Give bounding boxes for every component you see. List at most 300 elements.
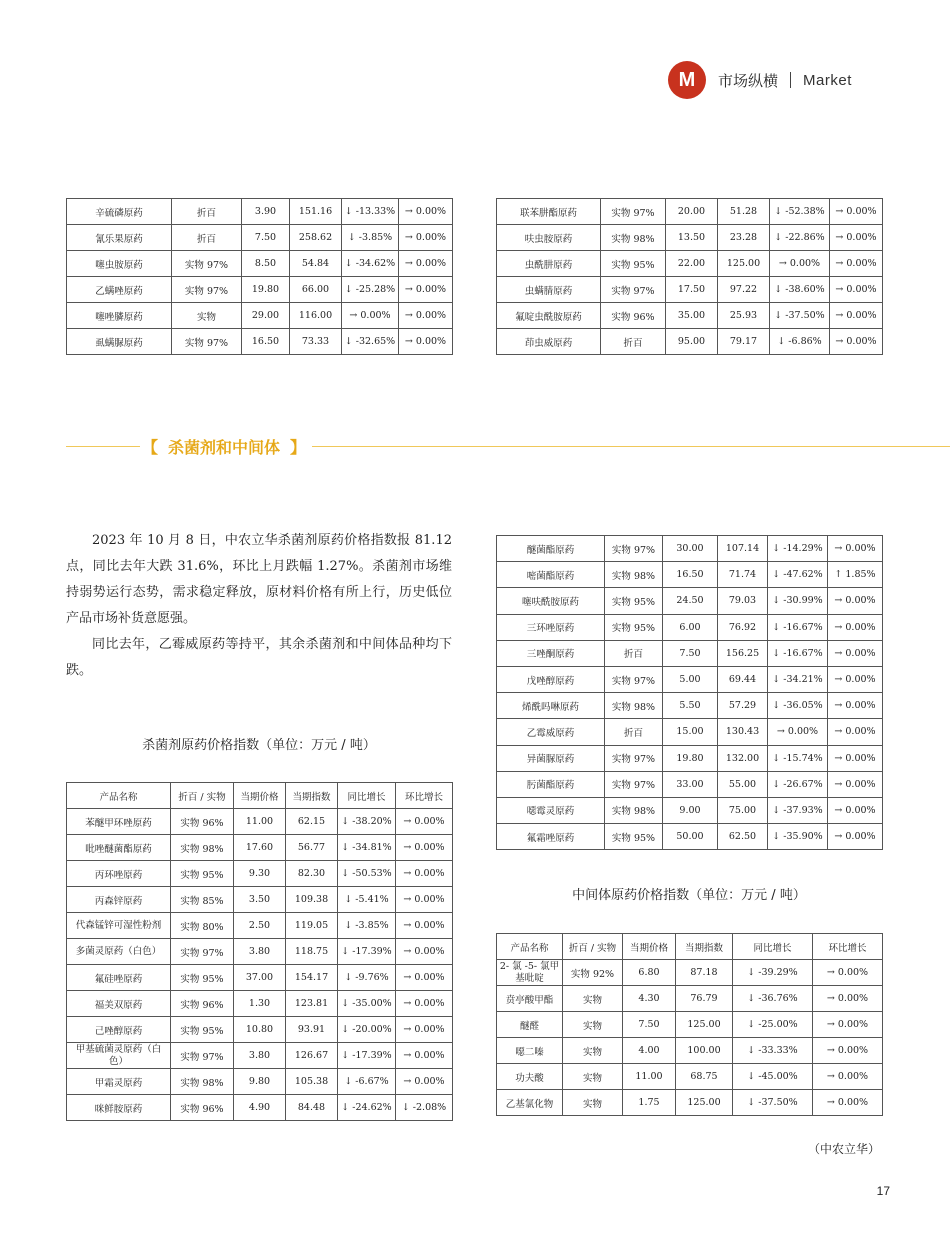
table-cell: ↓ -16.67% <box>768 640 828 666</box>
table-cell: 116.00 <box>290 303 342 329</box>
table-cell: 22.00 <box>666 251 718 277</box>
table-row <box>497 693 883 719</box>
section-bracket-close: 】 <box>290 437 307 457</box>
table-cell: 1.30 <box>234 991 286 1017</box>
table-cell: 1.75 <box>623 1090 676 1116</box>
table-cell: 5.50 <box>663 693 718 719</box>
table-cell: → 0.00% <box>396 1017 453 1043</box>
product-name-cell: 噁霉灵原药 <box>497 797 605 823</box>
table-row <box>67 1017 453 1043</box>
table-cell: 17.50 <box>666 277 718 303</box>
table-cell: ↓ -34.81% <box>338 835 396 861</box>
table-cell: ↓ -34.21% <box>768 666 828 692</box>
insecticide-table-continued-right <box>496 198 883 355</box>
column-header: 当期指数 <box>286 783 338 809</box>
table-cell: 119.05 <box>286 913 338 939</box>
product-name-cell: 乙基氯化物 <box>497 1090 563 1116</box>
product-name-cell: 乙霉威原药 <box>497 719 605 745</box>
table-row <box>497 562 883 588</box>
column-header: 当期价格 <box>623 934 676 960</box>
table-cell: ↓ -38.60% <box>770 277 830 303</box>
table-cell: → 0.00% <box>813 986 883 1012</box>
table-cell: → 0.00% <box>830 329 883 355</box>
paragraph-2: 同比去年，乙霉威原药等持平，其余杀菌剂和中间体品种均下跌。 <box>66 637 452 678</box>
product-name-cell: 噁二嗪 <box>497 1038 563 1064</box>
table-cell: 实物 96% <box>171 809 234 835</box>
table-cell: ↓ -33.33% <box>733 1038 813 1064</box>
table-cell: 实物 <box>563 1012 623 1038</box>
table-cell: ↓ -39.29% <box>733 960 813 986</box>
table-cell: → 0.00% <box>342 303 399 329</box>
table-row <box>67 329 453 355</box>
table-cell: 19.80 <box>242 277 290 303</box>
table-cell: 实物 97% <box>171 1043 234 1069</box>
product-name-cell: 烯酰吗啉原药 <box>497 693 605 719</box>
table-row <box>497 251 883 277</box>
table-cell: → 0.00% <box>830 277 883 303</box>
table-cell: 实物 97% <box>172 251 242 277</box>
table-cell: → 0.00% <box>828 536 883 562</box>
table-cell: ↓ -3.85% <box>338 913 396 939</box>
table-row <box>67 913 453 939</box>
table-cell: 5.00 <box>663 666 718 692</box>
table-row <box>67 277 453 303</box>
table-cell: 9.00 <box>663 797 718 823</box>
table-cell: ↓ -20.00% <box>338 1017 396 1043</box>
table-cell: 8.50 <box>242 251 290 277</box>
table-cell: ↓ -17.39% <box>338 1043 396 1069</box>
table-cell: 4.30 <box>623 986 676 1012</box>
table-row <box>497 303 883 329</box>
table-cell: 7.50 <box>663 640 718 666</box>
table-cell: 105.38 <box>286 1069 338 1095</box>
product-name-cell: 异菌脲原药 <box>497 745 605 771</box>
table-cell: 25.93 <box>718 303 770 329</box>
page-header <box>668 60 852 100</box>
fungicide-table-caption: 杀菌剂原药价格指数（单位：万元 / 吨） <box>142 738 376 753</box>
table-cell: ↓ -36.05% <box>768 693 828 719</box>
table-row <box>497 1064 883 1090</box>
table-cell: 实物 98% <box>171 1069 234 1095</box>
table-cell: 实物 80% <box>171 913 234 939</box>
table-cell: → 0.00% <box>396 887 453 913</box>
table-cell: 15.00 <box>663 719 718 745</box>
table-row <box>67 861 453 887</box>
product-name-cell: 苯醚甲环唑原药 <box>67 809 171 835</box>
table-cell: → 0.00% <box>396 1043 453 1069</box>
section-title-text: 杀菌剂和中间体 <box>168 437 281 457</box>
table-cell: 125.00 <box>718 251 770 277</box>
table-cell: ↓ -2.08% <box>396 1095 453 1121</box>
product-name-cell: 三环唑原药 <box>497 614 605 640</box>
table-cell: ↓ -37.50% <box>733 1090 813 1116</box>
table-cell: → 0.00% <box>813 1090 883 1116</box>
table-cell: 75.00 <box>718 797 768 823</box>
product-name-cell: 氰乐果原药 <box>67 225 172 251</box>
table-row <box>67 965 453 991</box>
table-cell: → 0.00% <box>399 225 453 251</box>
table-row <box>497 329 883 355</box>
table-cell: → 0.00% <box>396 1069 453 1095</box>
table-cell: 107.14 <box>718 536 768 562</box>
table-cell: 130.43 <box>718 719 768 745</box>
table-cell: 实物 <box>172 303 242 329</box>
table-cell: 125.00 <box>676 1012 733 1038</box>
table-row <box>497 277 883 303</box>
product-name-cell: 功夫酸 <box>497 1064 563 1090</box>
table-cell: 4.90 <box>234 1095 286 1121</box>
table-cell: 33.00 <box>663 771 718 797</box>
table-cell: 实物 95% <box>171 861 234 887</box>
table-row <box>67 991 453 1017</box>
table-cell: 56.77 <box>286 835 338 861</box>
table-cell: 实物 95% <box>601 251 666 277</box>
table-cell: → 0.00% <box>830 303 883 329</box>
table-cell: 79.17 <box>718 329 770 355</box>
table-cell: → 0.00% <box>813 1064 883 1090</box>
table-cell: ↓ -13.33% <box>342 199 399 225</box>
table-cell: ↓ -35.90% <box>768 824 828 850</box>
table-cell: 125.00 <box>676 1090 733 1116</box>
table-cell: ↓ -6.86% <box>770 329 830 355</box>
table-cell: 实物 98% <box>605 562 663 588</box>
table-row <box>497 797 883 823</box>
column-header: 产品名称 <box>67 783 171 809</box>
table-cell: ↓ -25.28% <box>342 277 399 303</box>
table-cell: 123.81 <box>286 991 338 1017</box>
product-name-cell: 噻虫胺原药 <box>67 251 172 277</box>
table-cell: ↓ -5.41% <box>338 887 396 913</box>
table-cell: 10.80 <box>234 1017 286 1043</box>
table-cell: 实物 98% <box>605 797 663 823</box>
table-cell: 156.25 <box>718 640 768 666</box>
column-header: 同比增长 <box>733 934 813 960</box>
table-cell: 118.75 <box>286 939 338 965</box>
table-cell: 20.00 <box>666 199 718 225</box>
insecticide-table-continued-left <box>66 198 453 355</box>
table-cell: → 0.00% <box>399 277 453 303</box>
page-number: 17 <box>876 1184 890 1198</box>
table-cell: → 0.00% <box>828 719 883 745</box>
product-name-cell: 茚虫威原药 <box>497 329 601 355</box>
table-cell: ↓ -35.00% <box>338 991 396 1017</box>
table-cell: 折百 <box>605 640 663 666</box>
table-cell: 实物 97% <box>601 277 666 303</box>
table-cell: 实物 95% <box>605 614 663 640</box>
table-cell: ↓ -17.39% <box>338 939 396 965</box>
section-heading <box>140 434 308 458</box>
product-name-cell: 戊唑醇原药 <box>497 666 605 692</box>
table-cell: 57.29 <box>718 693 768 719</box>
column-header: 折百 / 实物 <box>563 934 623 960</box>
product-name-cell: 丙环唑原药 <box>67 861 171 887</box>
table-cell: 62.50 <box>718 824 768 850</box>
table-cell: 82.30 <box>286 861 338 887</box>
table-cell: 6.00 <box>663 614 718 640</box>
section-divider-line-left <box>66 446 146 447</box>
product-name-cell: 醚醛 <box>497 1012 563 1038</box>
table-row <box>497 614 883 640</box>
table-cell: 73.33 <box>290 329 342 355</box>
table-row <box>497 771 883 797</box>
table-cell: 实物 95% <box>605 824 663 850</box>
table-cell: 95.00 <box>666 329 718 355</box>
table-cell: 实物 97% <box>605 666 663 692</box>
table-cell: ↓ -9.76% <box>338 965 396 991</box>
table-cell: 实物 95% <box>171 965 234 991</box>
product-name-cell: 噻呋酰胺原药 <box>497 588 605 614</box>
table-cell: 93.91 <box>286 1017 338 1043</box>
column-header: 同比增长 <box>338 783 396 809</box>
table-cell: 50.00 <box>663 824 718 850</box>
table-cell: ↓ -14.29% <box>768 536 828 562</box>
product-name-cell: 虫螨腈原药 <box>497 277 601 303</box>
table-cell: 51.28 <box>718 199 770 225</box>
table-row <box>497 1012 883 1038</box>
product-name-cell: 贲亭酸甲酯 <box>497 986 563 1012</box>
table-cell: 71.74 <box>718 562 768 588</box>
table-cell: 实物 <box>563 986 623 1012</box>
source-attribution: （中农立华） <box>807 1142 880 1156</box>
table-cell: → 0.00% <box>828 588 883 614</box>
product-name-cell: 福美双原药 <box>67 991 171 1017</box>
table-cell: → 0.00% <box>396 939 453 965</box>
table-cell: ↓ -37.50% <box>770 303 830 329</box>
table-cell: → 0.00% <box>828 693 883 719</box>
table-cell: 151.16 <box>290 199 342 225</box>
table-row <box>67 199 453 225</box>
product-name-cell: 咪鲜胺原药 <box>67 1095 171 1121</box>
product-name-cell: 三唑酮原药 <box>497 640 605 666</box>
section-bracket-open: 【 <box>142 437 159 457</box>
table-cell: 实物 97% <box>605 745 663 771</box>
product-name-cell: 呋虫胺原药 <box>497 225 601 251</box>
product-name-cell: 辛硫磷原药 <box>67 199 172 225</box>
table-cell: → 0.00% <box>396 913 453 939</box>
table-cell: → 0.00% <box>828 666 883 692</box>
table-cell: 68.75 <box>676 1064 733 1090</box>
table-cell: 13.50 <box>666 225 718 251</box>
table-cell: → 0.00% <box>396 965 453 991</box>
table-cell: 7.50 <box>623 1012 676 1038</box>
table-cell: 154.17 <box>286 965 338 991</box>
table-cell: 55.00 <box>718 771 768 797</box>
table-cell: ↑ 1.85% <box>828 562 883 588</box>
product-name-cell: 代森锰锌可湿性粉剂 <box>67 913 171 939</box>
table-row <box>497 824 883 850</box>
product-name-cell: 甲基硫菌灵原药（白色） <box>67 1043 171 1069</box>
product-name-cell: 吡唑醚菌酯原药 <box>67 835 171 861</box>
product-name-cell: 丙森锌原药 <box>67 887 171 913</box>
intermediate-table-caption: 中间体原药价格指数（单位：万元 / 吨） <box>572 888 806 903</box>
table-row <box>67 1069 453 1095</box>
table-cell: ↓ -38.20% <box>338 809 396 835</box>
logo-badge: M <box>668 61 706 99</box>
table-cell: → 0.00% <box>813 960 883 986</box>
table-cell: 24.50 <box>663 588 718 614</box>
table-cell: 9.30 <box>234 861 286 887</box>
table-cell: 实物 96% <box>601 303 666 329</box>
column-title-en: Market <box>803 71 852 89</box>
table-cell: ↓ -45.00% <box>733 1064 813 1090</box>
column-header: 产品名称 <box>497 934 563 960</box>
table-cell: 实物 98% <box>605 693 663 719</box>
table-cell: → 0.00% <box>399 329 453 355</box>
table-cell: 132.00 <box>718 745 768 771</box>
table-row <box>497 225 883 251</box>
table-cell: 3.90 <box>242 199 290 225</box>
product-name-cell: 噻唑膦原药 <box>67 303 172 329</box>
product-name-cell: 乙螨唑原药 <box>67 277 172 303</box>
table-cell: ↓ -52.38% <box>770 199 830 225</box>
product-name-cell: 虫酰肼原药 <box>497 251 601 277</box>
table-cell: → 0.00% <box>813 1012 883 1038</box>
table-cell: 54.84 <box>290 251 342 277</box>
product-name-cell: 氟硅唑原药 <box>67 965 171 991</box>
table-cell: 实物 97% <box>601 199 666 225</box>
table-cell: → 0.00% <box>770 251 830 277</box>
header-divider <box>790 72 791 88</box>
table-cell: 23.28 <box>718 225 770 251</box>
table-cell: 实物 97% <box>171 939 234 965</box>
table-header-row <box>67 783 453 809</box>
table-cell: 76.79 <box>676 986 733 1012</box>
table-row <box>497 199 883 225</box>
column-header: 当期指数 <box>676 934 733 960</box>
table-cell: 实物 85% <box>171 887 234 913</box>
table-cell: → 0.00% <box>828 640 883 666</box>
section-divider-line-right <box>312 446 950 447</box>
table-cell: ↓ -3.85% <box>342 225 399 251</box>
table-cell: 实物 <box>563 1038 623 1064</box>
product-name-cell: 氟霜唑原药 <box>497 824 605 850</box>
table-row <box>497 536 883 562</box>
table-cell: → 0.00% <box>399 199 453 225</box>
product-name-cell: 肟菌酯原药 <box>497 771 605 797</box>
table-cell: ↓ -34.62% <box>342 251 399 277</box>
table-cell: 30.00 <box>663 536 718 562</box>
product-name-cell: 醚菌酯原药 <box>497 536 605 562</box>
table-cell: ↓ -36.76% <box>733 986 813 1012</box>
table-cell: 实物 92% <box>563 960 623 986</box>
table-row <box>67 1095 453 1121</box>
fungicide-price-table-continued <box>496 535 883 850</box>
table-cell: 79.03 <box>718 588 768 614</box>
column-header: 环比增长 <box>396 783 453 809</box>
table-cell: 109.38 <box>286 887 338 913</box>
table-row <box>497 640 883 666</box>
table-cell: ↓ -47.62% <box>768 562 828 588</box>
table-row <box>67 1043 453 1069</box>
table-cell: → 0.00% <box>768 719 828 745</box>
table-row <box>497 666 883 692</box>
product-name-cell: 嘧菌酯原药 <box>497 562 605 588</box>
table-cell: ↓ -25.00% <box>733 1012 813 1038</box>
table-cell: → 0.00% <box>828 824 883 850</box>
intermediate-price-table <box>496 933 883 1116</box>
table-cell: → 0.00% <box>399 251 453 277</box>
table-cell: 87.18 <box>676 960 733 986</box>
table-row <box>497 960 883 986</box>
table-row <box>67 225 453 251</box>
table-cell: 实物 <box>563 1064 623 1090</box>
table-row <box>67 303 453 329</box>
table-cell: 折百 <box>605 719 663 745</box>
table-cell: 3.80 <box>234 1043 286 1069</box>
table-cell: 折百 <box>172 225 242 251</box>
table-cell: 3.50 <box>234 887 286 913</box>
table-row <box>497 986 883 1012</box>
table-cell: ↓ -50.53% <box>338 861 396 887</box>
table-cell: → 0.00% <box>830 225 883 251</box>
table-cell: ↓ -24.62% <box>338 1095 396 1121</box>
column-title-cn: 市场纵横 <box>718 71 779 90</box>
table-cell: 实物 98% <box>601 225 666 251</box>
table-cell: → 0.00% <box>828 797 883 823</box>
table-cell: 实物 97% <box>605 771 663 797</box>
table-cell: → 0.00% <box>399 303 453 329</box>
table-cell: ↓ -30.99% <box>768 588 828 614</box>
table-cell: ↓ -26.67% <box>768 771 828 797</box>
table-cell: 折百 <box>601 329 666 355</box>
table-cell: → 0.00% <box>396 991 453 1017</box>
table-row <box>497 719 883 745</box>
table-cell: → 0.00% <box>828 614 883 640</box>
product-name-cell: 甲霜灵原药 <box>67 1069 171 1095</box>
product-name-cell: 己唑醇原药 <box>67 1017 171 1043</box>
table-cell: 19.80 <box>663 745 718 771</box>
table-cell: → 0.00% <box>396 835 453 861</box>
column-header: 环比增长 <box>813 934 883 960</box>
table-row <box>67 887 453 913</box>
table-cell: 66.00 <box>290 277 342 303</box>
table-cell: 29.00 <box>242 303 290 329</box>
table-cell: → 0.00% <box>396 861 453 887</box>
paragraph-1: 2023 年 10 月 8 日，中农立华杀菌剂原药价格指数报 81.12 点，同比去年大跌 31.6%，环比上月跌幅 1.27%。杀菌剂市场维持弱势运行态势，需求稳定释放，原材料价格有所上行，历史低位产品市场补货意愿强。 <box>66 533 452 626</box>
table-row <box>497 1090 883 1116</box>
table-cell: 35.00 <box>666 303 718 329</box>
table-cell: 97.22 <box>718 277 770 303</box>
table-cell: 9.80 <box>234 1069 286 1095</box>
table-cell: 126.67 <box>286 1043 338 1069</box>
product-name-cell: 联苯肼酯原药 <box>497 199 601 225</box>
table-cell: 实物 98% <box>171 835 234 861</box>
table-cell: 实物 97% <box>172 277 242 303</box>
table-cell: 实物 95% <box>171 1017 234 1043</box>
article-body <box>66 528 452 684</box>
table-header-row <box>497 934 883 960</box>
table-cell: 实物 <box>563 1090 623 1116</box>
table-cell: 实物 97% <box>605 536 663 562</box>
table-cell: → 0.00% <box>813 1038 883 1064</box>
table-cell: 2.50 <box>234 913 286 939</box>
column-header: 当期价格 <box>234 783 286 809</box>
table-cell: ↓ -32.65% <box>342 329 399 355</box>
table-cell: 实物 97% <box>172 329 242 355</box>
table-cell: 实物 95% <box>605 588 663 614</box>
table-cell: → 0.00% <box>828 745 883 771</box>
table-cell: 11.00 <box>234 809 286 835</box>
table-cell: → 0.00% <box>830 251 883 277</box>
table-cell: 69.44 <box>718 666 768 692</box>
table-cell: 76.92 <box>718 614 768 640</box>
table-cell: → 0.00% <box>828 771 883 797</box>
table-cell: 3.80 <box>234 939 286 965</box>
table-cell: 实物 96% <box>171 991 234 1017</box>
table-row <box>497 1038 883 1064</box>
table-cell: 84.48 <box>286 1095 338 1121</box>
product-name-cell: 2- 氯 -5- 氯甲基吡啶 <box>497 960 563 986</box>
